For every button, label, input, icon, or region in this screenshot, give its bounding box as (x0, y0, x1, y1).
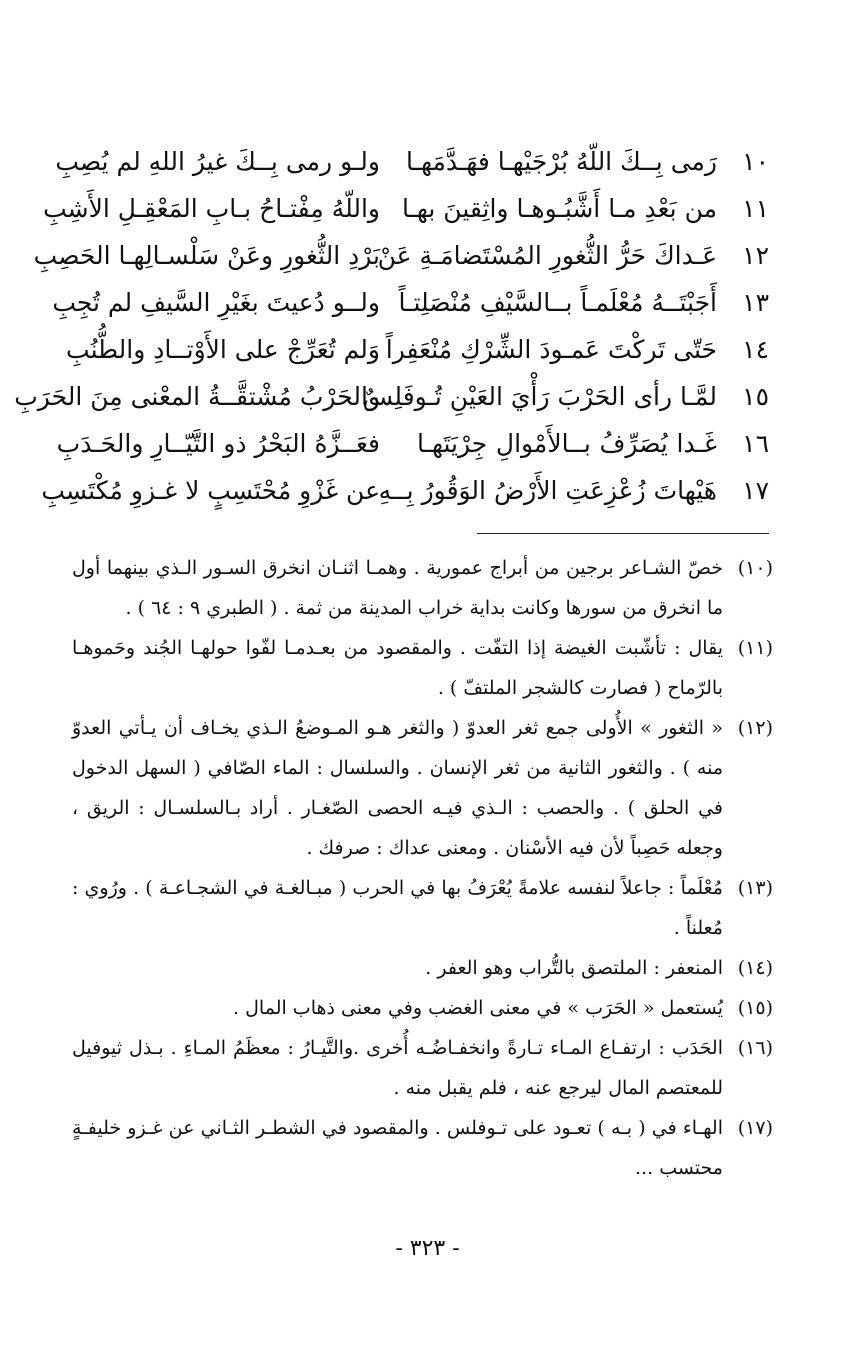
verse-number: ١٤ (742, 335, 769, 364)
footnote-text: الهـاء في ( بـه ) تعـود على تـوفلس . والمقصود في الشطـر الثـاني عن غـزو خليفـةٍ محتسب ... (72, 1117, 723, 1179)
verse-number: ١٥ (742, 382, 769, 411)
page-number: - ٣٢٣ - (395, 1236, 460, 1261)
verse-second-hemistich: عن غَزْوِ مُحْتَسِبٍ لا غـزوِ مُكْتَسِبِ (41, 476, 380, 505)
verse-number: ١٠ (742, 147, 769, 176)
verse-second-hemistich: ولـو رمى بِــكَ غيرُ اللهِ لم يُصِبِ (55, 147, 380, 176)
verse-line (52, 279, 769, 326)
footnote (72, 948, 773, 988)
verse-second-hemistich: ولــو دُعيتَ بغَيْرِ السَّيفِ لم تُجِبِ (52, 288, 380, 317)
verse-line (43, 185, 769, 232)
verse-first-hemistich: لمَّـا رأى الحَرْبَ رَأْيَ العَيْنِ تُـوفَلِسٌ (362, 382, 717, 411)
footnote (72, 1028, 773, 1108)
verse-line (66, 326, 769, 373)
verse-first-hemistich: عَـداكَ حَرُّ الثُّغورِ المُسْتَضامَـةِ عَنْ (377, 241, 717, 270)
verse-first-hemistich: غَـدا يُصَرِّفُ بــالأَمْوالِ جِرْيَتَهـا (417, 429, 717, 458)
footnote-number: (١٦) (737, 1037, 773, 1059)
footnote-number: (١٥) (737, 997, 773, 1019)
footnote-text: « الثغور » الأُولى جمع ثغر العدوّ ( والثغر هـو المـوضعُ الـذي يخـاف أن يـأتي العدوّ منه ) . والثغور الثانية من ثغر الإنسان . والسلسال : الماء الصّافي ( السهل الدخول في الحلق ) . والحصب : الـذي فيـه الحصى الصّغـار . أراد بـالسلسـال : الريق ، وجعله حَصِباً لأن فيه الأسْنان . ومعنى عداك : صرفك . (72, 717, 723, 859)
verse-number: ١٢ (742, 241, 769, 270)
footnote-number: (١٢) (737, 717, 773, 739)
footnote-number: (١٠) (737, 557, 773, 579)
footnote-number: (١١) (737, 637, 773, 659)
footnote-text: خصّ الشـاعر برجين من أبراج عمورية . وهمـا اثنـان انخرق السـور الـذي بينهما أول ما انخرق من سورها وكانت بداية خراب المدينة من ثمة . ( الطبري ٩ : ٦٤ ) . (72, 557, 723, 619)
footnote-number: (١٧) (737, 1117, 773, 1139)
verse-first-hemistich: أَجَبْتَــهُ مُعْلَمـاً بــالسَّيْفِ مُنْصَلِتـاً (398, 288, 717, 317)
footnote (72, 628, 773, 708)
footnote-text: يقال : تأشّبت الغيضة إذا التفّت . والمقصود من بعـدمـا لفّوا حولهـا الجُند وحَموهـا بالرّماح ( فصارت كالشجر الملتفّ ) . (72, 637, 723, 699)
verse-second-hemistich: بَرْدِ الثُّغورِ وعَنْ سَلْسـالِهـا الحَصِبِ (33, 241, 380, 270)
verse-number: ١١ (742, 194, 769, 223)
footnote (72, 548, 773, 628)
footnote-number: (١٤) (737, 957, 773, 979)
footnote-text: يُستعمل « الحَرَب » في معنى الغضب وفي معنى ذهاب المال . (233, 997, 723, 1019)
verse-line (56, 420, 769, 467)
footnote-separator (477, 533, 769, 534)
verse-second-hemistich: وَلم تُعَرِّجْ على الأَوْتــادِ والطُّنُبِ (66, 335, 380, 364)
verse-line (14, 373, 769, 420)
verse-number: ١٦ (742, 429, 769, 458)
verse-first-hemistich: رَمى بِــكَ اللّهُ بُرْجَيْهـا فهَـدَّمَهـا (406, 147, 717, 176)
verse-line (55, 138, 769, 185)
verse-line (33, 232, 769, 279)
verse-first-hemistich: حَتّى تَركْتَ عَمـودَ الشِّرْكِ مُنْعَفِراً (385, 335, 717, 364)
poem-verses (14, 138, 769, 514)
footnote (72, 988, 773, 1028)
footnotes (72, 548, 773, 1188)
verse-number: ١٧ (742, 476, 769, 505)
footnote (72, 708, 773, 868)
verse-first-hemistich: من بَعْدِ مـا أَشَّبُـوهـا واثِقينَ بهـا (401, 194, 717, 223)
verse-second-hemistich: واللّهُ مِفْتـاحُ بـابِ المَعْقِـلِ الأَشِبِ (43, 194, 380, 223)
verse-second-hemistich: والحَرْبُ مُشْتقَّــةُ المعْنى مِنَ الحَرَبِ (14, 382, 380, 411)
footnote-text: الحَدَب : ارتفـاع المـاء تـارةً وانخفـاضُـه أُخرى .والتَّيـارُ : معظَمُ المـاءِ . بـذل ثيوفيل للمعتصم المال ليرجع عنه ، فلم يقبل منه . (72, 1037, 723, 1099)
footnote-text: المنعفر : الملتصق بالتُّراب وهو العفر . (425, 957, 723, 979)
verse-line (41, 467, 769, 514)
footnote (72, 868, 773, 948)
verse-second-hemistich: فعَــزَّهُ البَحْرُ ذو التَّيّــارِ والحَـدَبِ (56, 429, 380, 458)
verse-number: ١٣ (742, 288, 769, 317)
footnote-text: مُعْلَماً : جاعلاً لنفسه علامةً يُعْرَفُ بها في الحرب ( مبـالغـة في الشجـاعـة ) . ورُوي : مُعلناً . (72, 877, 723, 939)
footnote (72, 1108, 773, 1188)
footnote-number: (١٣) (737, 877, 773, 899)
verse-first-hemistich: هَيْهاتَ زُعْزِعَتِ الأَرْضُ الوَقُورُ بِــهِ (378, 476, 717, 505)
